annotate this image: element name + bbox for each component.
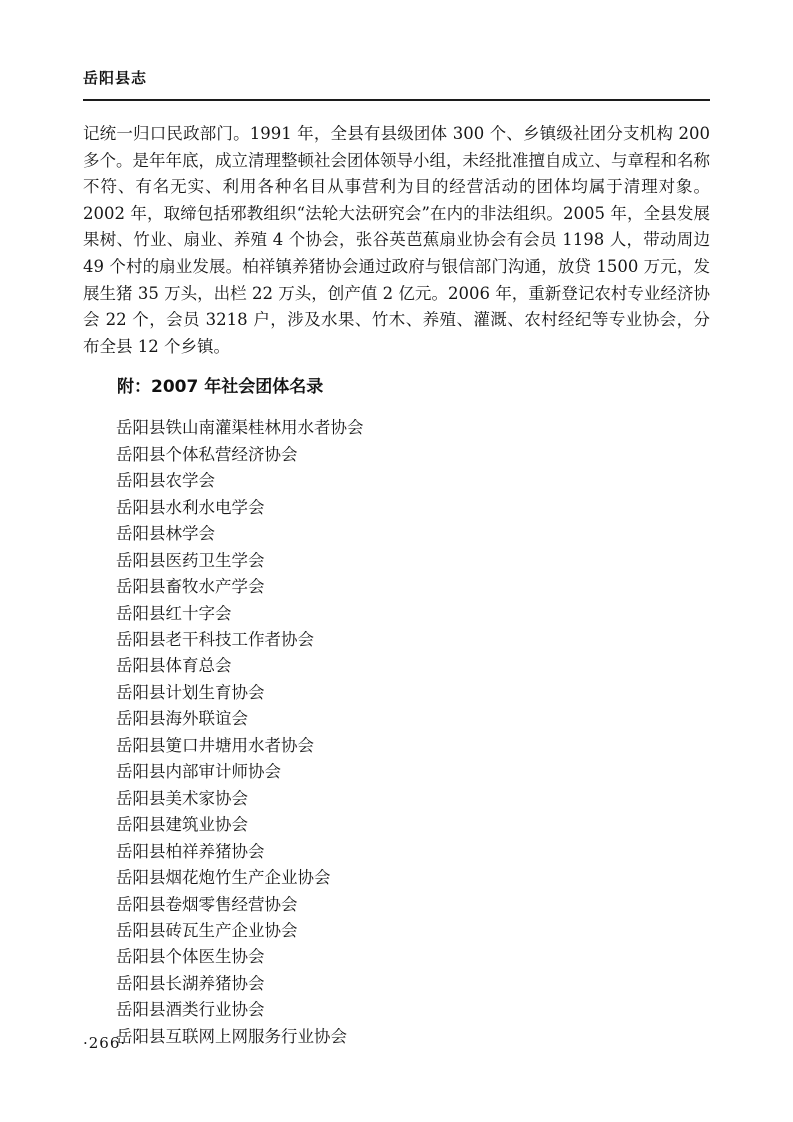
list-item: 岳阳县红十字会 (116, 603, 232, 623)
list-item: 岳阳县柏祥养猪协会 (116, 841, 265, 861)
list-item: 岳阳县农学会 (116, 471, 215, 491)
list-item: 岳阳县砖瓦生产企业协会 (116, 920, 298, 940)
list-item: 岳阳县医药卫生学会 (116, 550, 265, 570)
organization-list (83, 415, 710, 1050)
page-number: ·266· (83, 1034, 127, 1052)
list-item: 岳阳县互联网上网服务行业协会 (116, 1026, 347, 1046)
list-item: 岳阳县计划生育协会 (116, 682, 265, 702)
list-item: 岳阳县铁山南灌渠桂林用水者协会 (116, 418, 364, 438)
list-item: 岳阳县畜牧水产学会 (116, 577, 265, 597)
list-item: 岳阳县烟花炮竹生产企业协会 (116, 868, 331, 888)
list-item: 岳阳县卷烟零售经营协会 (116, 894, 298, 914)
body-paragraph: 记统一归口民政部门。1991 年，全县有县级团体 300 个、乡镇级社团分支机构 200 多个。是年年底，成立清理整顿社会团体领导小组，未经批准擅自成立、与章程和名称不符、有名无实、利用各种名目从事营利为目的经营活动的团体均属于清理对象。2002 年，取缔包括邪教组织“法轮大法研究会”在内的非法组织。2005 年，全县发展果树、竹业、扇业、养殖 4 个协会，张谷英芭蕉扇业协会有会员 1198 人，带动周边 49 个村的扇业发展。柏祥镇养猪协会通过政府与银信部门沟通，放贷 1500 万元，发展生猪 35 万头，出栏 22 万头，创产值 2 亿元。2006 年，重新登记农村专业经济协会 22 个，会员 3218 户，涉及水果、竹木、养殖、灌溉、农村经纪等专业协会，分布全县 12 个乡镇。 (83, 124, 710, 356)
list-item: 岳阳县老干科技工作者协会 (116, 629, 314, 649)
list-item: 岳阳县内部审计师协会 (116, 762, 281, 782)
list-item: 岳阳县水利水电学会 (116, 497, 265, 517)
list-item: 岳阳县林学会 (116, 524, 215, 544)
list-item: 岳阳县长湖养猪协会 (116, 973, 265, 993)
appendix-heading: 附：2007 年社会团体名录 (117, 377, 324, 398)
running-title: 岳阳县志 (83, 69, 148, 87)
list-item: 岳阳县建筑业协会 (116, 815, 248, 835)
list-item: 岳阳县个体医生协会 (116, 947, 265, 967)
page-header (83, 68, 710, 101)
list-item: 岳阳县个体私营经济协会 (116, 444, 298, 464)
list-item: 岳阳县酒类行业协会 (116, 1000, 265, 1020)
list-item: 岳阳县筻口井塘用水者协会 (116, 735, 314, 755)
list-item: 岳阳县体育总会 (116, 656, 232, 676)
header-rule (83, 99, 710, 101)
list-item: 岳阳县美术家协会 (116, 788, 248, 808)
page-body (83, 121, 710, 1050)
page-footer (83, 1032, 126, 1054)
list-item: 岳阳县海外联谊会 (116, 709, 248, 729)
